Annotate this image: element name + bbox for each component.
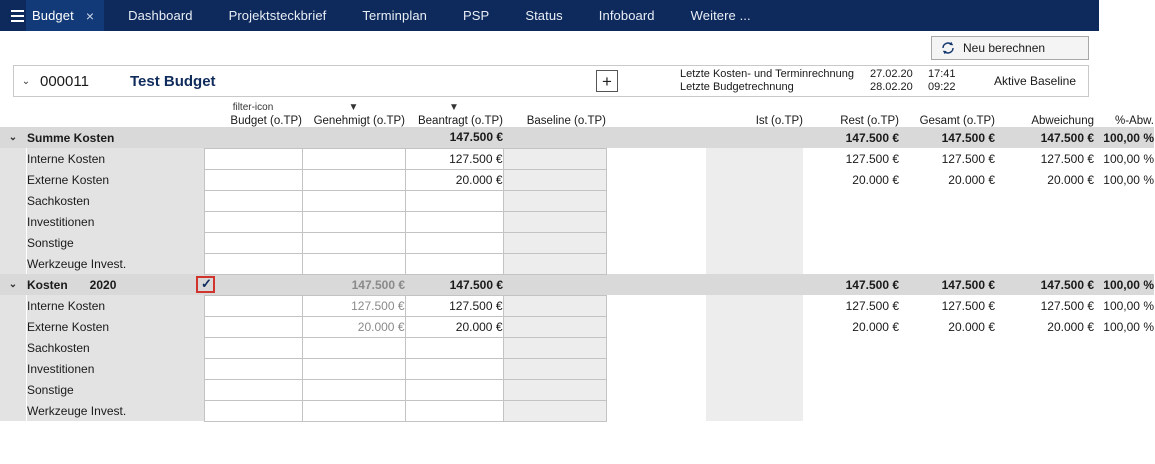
row-expand-caret[interactable]: ⌄ xyxy=(0,127,26,148)
cell-beantragt xyxy=(405,400,503,421)
cell-baseline xyxy=(503,379,606,400)
calculation-dates xyxy=(680,66,994,96)
cell-budget xyxy=(204,253,302,274)
cell-abweichung: 20.000 € xyxy=(995,316,1094,337)
col-baseline-label: Baseline (o.TP) xyxy=(526,115,606,127)
cell-ist xyxy=(706,232,803,253)
row-label xyxy=(27,127,204,148)
row-expand-caret xyxy=(0,295,26,316)
cell-abweichung xyxy=(995,337,1094,358)
tab-psp-label: PSP xyxy=(462,8,490,23)
cell-rest: 127.500 € xyxy=(803,295,899,316)
row-expand-caret xyxy=(0,358,26,379)
cell-rest xyxy=(803,253,899,274)
last-cost-schedule-calc-label: Letzte Kosten- und Terminrechnung xyxy=(679,68,855,80)
cell-gesamt xyxy=(899,253,995,274)
cell-baseline xyxy=(503,148,606,169)
cell-baseline xyxy=(503,169,606,190)
col-abw-pct-label: %-Abw. xyxy=(1115,115,1154,127)
cell-baseline xyxy=(503,190,606,211)
row-label-text: Externe Kosten xyxy=(27,172,110,187)
cell-ist xyxy=(706,211,803,232)
col-abweichung-label: Abweichung xyxy=(1031,115,1094,127)
cell-ist xyxy=(706,127,803,148)
cell-ist xyxy=(706,169,803,190)
cell-budget xyxy=(204,211,302,232)
tab-psp[interactable] xyxy=(445,0,507,31)
cell-rest xyxy=(803,358,899,379)
budget-title: Test Budget xyxy=(130,72,216,90)
row-label-text: Externe Kosten xyxy=(27,319,110,334)
col-rest[interactable] xyxy=(803,103,899,127)
spacer-icon xyxy=(503,103,606,115)
cell-gesamt: 127.500 € xyxy=(899,295,995,316)
tab-status[interactable] xyxy=(507,0,580,31)
col-budget-label: Budget (o.TP) xyxy=(230,115,302,127)
row-expand-caret xyxy=(0,316,26,337)
cell-genehmigt xyxy=(302,337,405,358)
tab-budget-label: Budget xyxy=(32,8,74,23)
col-beantragt[interactable] xyxy=(405,103,503,127)
col-gap xyxy=(606,103,706,127)
col-name xyxy=(27,103,204,127)
col-abw-pct[interactable] xyxy=(1094,103,1154,127)
cell-gap xyxy=(606,253,706,274)
cell-genehmigt xyxy=(302,253,405,274)
table-row[interactable] xyxy=(0,253,1154,274)
cell-abweichung xyxy=(995,253,1094,274)
cell-budget xyxy=(204,169,302,190)
table-row[interactable] xyxy=(0,169,1154,190)
cell-gap xyxy=(606,169,706,190)
cell-baseline xyxy=(503,253,606,274)
budget-table xyxy=(0,102,1154,422)
col-ist-label: Ist (o.TP) xyxy=(755,115,803,127)
cell-baseline xyxy=(503,211,606,232)
row-year: 2020 xyxy=(89,277,117,292)
row-expand-caret xyxy=(0,169,26,190)
cell-abw-pct xyxy=(1094,400,1154,421)
recalculate-label: Neu berechnen xyxy=(963,41,1046,55)
cell-ist xyxy=(706,316,803,337)
table-group-row[interactable] xyxy=(0,127,1154,148)
last-budget-calc-date: 28.02.20 xyxy=(869,81,913,93)
tab-projektsteckbrief-label: Projektsteckbrief xyxy=(228,8,327,23)
cell-ist xyxy=(706,295,803,316)
cell-ist xyxy=(706,148,803,169)
cell-abw-pct: 100,00 % xyxy=(1094,169,1154,190)
cell-abweichung xyxy=(995,211,1094,232)
row-label-text: Sachkosten xyxy=(27,340,90,355)
last-cost-schedule-calc-date: 27.02.20 xyxy=(869,68,913,80)
filter-icon[interactable]: filter-icon xyxy=(232,102,274,113)
cell-rest xyxy=(803,400,899,421)
row-label-text: Werkzeuge Invest. xyxy=(27,256,127,271)
cell-beantragt xyxy=(405,211,503,232)
cell-gap xyxy=(606,148,706,169)
recalculate-button[interactable] xyxy=(931,36,1089,60)
row-expand-caret xyxy=(0,211,26,232)
cell-abweichung xyxy=(995,358,1094,379)
tab-infoboard-label: Infoboard xyxy=(598,8,655,23)
row-checkbox[interactable] xyxy=(196,276,215,293)
cell-budget xyxy=(204,337,302,358)
cell-baseline xyxy=(503,337,606,358)
table-group-row[interactable] xyxy=(0,274,1154,295)
cell-ist xyxy=(706,337,803,358)
cell-rest: 20.000 € xyxy=(803,169,899,190)
refresh-icon xyxy=(940,41,956,55)
col-rest-label: Rest (o.TP) xyxy=(840,115,899,127)
cell-gesamt xyxy=(899,379,995,400)
row-label-text: Sachkosten xyxy=(27,193,90,208)
cell-rest: 147.500 € xyxy=(803,127,899,148)
filter-icon[interactable]: ▼ xyxy=(348,102,359,113)
row-expand-caret xyxy=(0,400,26,421)
table-row[interactable] xyxy=(0,400,1154,421)
cell-genehmigt xyxy=(302,358,405,379)
cell-ist xyxy=(706,358,803,379)
col-gesamt-label: Gesamt (o.TP) xyxy=(919,115,995,127)
cell-beantragt: 127.500 € xyxy=(405,295,503,316)
cell-abweichung: 147.500 € xyxy=(995,127,1094,148)
hamburger-icon[interactable] xyxy=(0,0,26,31)
cell-abweichung xyxy=(995,232,1094,253)
cell-genehmigt: 20.000 € xyxy=(302,316,405,337)
cell-beantragt: 20.000 € xyxy=(405,316,503,337)
cell-beantragt: 147.500 € xyxy=(405,127,503,148)
col-ist[interactable] xyxy=(706,103,803,127)
tab-infoboard[interactable] xyxy=(581,0,673,31)
cell-genehmigt xyxy=(302,169,405,190)
row-expand-caret xyxy=(0,253,26,274)
table-row[interactable] xyxy=(0,295,1154,316)
tab-weitere-label: Weitere ... xyxy=(690,8,751,23)
cell-abw-pct xyxy=(1094,190,1154,211)
cell-gap xyxy=(606,127,706,148)
row-label xyxy=(27,400,204,421)
cell-abweichung: 127.500 € xyxy=(995,148,1094,169)
row-expand-caret[interactable]: ⌄ xyxy=(0,274,26,295)
last-cost-schedule-calc-time: 17:41 xyxy=(927,68,956,80)
cell-gap xyxy=(606,400,706,421)
cell-beantragt xyxy=(405,358,503,379)
cell-gesamt xyxy=(899,232,995,253)
cell-abw-pct xyxy=(1094,337,1154,358)
row-label-text: Interne Kosten xyxy=(27,151,106,166)
col-abweichung[interactable] xyxy=(995,103,1094,127)
cell-ist xyxy=(706,274,803,295)
row-label xyxy=(27,337,204,358)
cell-beantragt: 20.000 € xyxy=(405,169,503,190)
cell-abw-pct: 100,00 % xyxy=(1094,274,1154,295)
cell-gap xyxy=(606,316,706,337)
cell-abw-pct xyxy=(1094,211,1154,232)
col-caret xyxy=(0,103,26,127)
cell-budget xyxy=(204,274,302,295)
row-label xyxy=(27,169,204,190)
tab-terminplan[interactable] xyxy=(344,0,445,31)
row-label-text: Summe Kosten xyxy=(27,130,115,145)
row-expand-caret xyxy=(0,337,26,358)
budget-id: 000011 xyxy=(40,72,89,90)
table-row[interactable] xyxy=(0,211,1154,232)
row-label-text: Sonstige xyxy=(27,235,74,250)
cell-baseline xyxy=(503,232,606,253)
cell-abw-pct: 100,00 % xyxy=(1094,148,1154,169)
cell-rest xyxy=(803,337,899,358)
row-expand-caret xyxy=(0,190,26,211)
cell-baseline xyxy=(503,295,606,316)
cell-budget xyxy=(204,295,302,316)
col-gesamt[interactable] xyxy=(899,103,995,127)
row-label xyxy=(27,295,204,316)
cell-genehmigt xyxy=(302,211,405,232)
cell-budget xyxy=(204,379,302,400)
cell-gap xyxy=(606,232,706,253)
cell-abweichung xyxy=(995,400,1094,421)
cell-abw-pct: 100,00 % xyxy=(1094,127,1154,148)
cell-genehmigt xyxy=(302,400,405,421)
collapse-caret-icon[interactable]: ⌄ xyxy=(21,75,31,87)
cell-ist xyxy=(706,400,803,421)
active-baseline-label: Aktive Baseline xyxy=(993,74,1076,88)
filter-icon[interactable]: ▼ xyxy=(449,102,459,113)
row-expand-caret xyxy=(0,379,26,400)
budget-header-card xyxy=(13,65,1089,97)
last-budget-calc-label: Letzte Budgetrechnung xyxy=(679,81,794,93)
tab-budget[interactable] xyxy=(26,0,104,31)
cell-gap xyxy=(606,211,706,232)
row-expand-caret xyxy=(0,232,26,253)
cell-gap xyxy=(606,295,706,316)
row-label xyxy=(27,274,204,295)
table-row[interactable] xyxy=(0,358,1154,379)
row-label xyxy=(27,148,204,169)
row-label-text: Investitionen xyxy=(27,361,95,376)
cell-genehmigt xyxy=(302,379,405,400)
main-navbar xyxy=(0,0,1099,31)
cell-gesamt xyxy=(899,358,995,379)
cell-baseline xyxy=(503,400,606,421)
last-budget-calc-time: 09:22 xyxy=(927,81,956,93)
cell-gesamt xyxy=(899,400,995,421)
row-label-text: Investitionen xyxy=(27,214,95,229)
cell-baseline xyxy=(503,127,606,148)
cell-beantragt xyxy=(405,232,503,253)
row-expand-caret xyxy=(0,148,26,169)
cell-rest: 147.500 € xyxy=(803,274,899,295)
row-label xyxy=(27,190,204,211)
cell-gesamt xyxy=(899,190,995,211)
toolbar xyxy=(0,31,1099,65)
cell-abw-pct xyxy=(1094,253,1154,274)
cell-gesamt: 127.500 € xyxy=(899,148,995,169)
cell-gesamt xyxy=(899,211,995,232)
table-row[interactable] xyxy=(0,190,1154,211)
cell-genehmigt xyxy=(302,148,405,169)
table-row[interactable] xyxy=(0,148,1154,169)
tab-weitere[interactable] xyxy=(673,0,769,31)
tab-status-label: Status xyxy=(525,8,563,23)
cell-baseline xyxy=(503,316,606,337)
cell-rest xyxy=(803,211,899,232)
cell-abweichung xyxy=(995,190,1094,211)
table-header-row xyxy=(0,103,1154,127)
cell-ist xyxy=(706,253,803,274)
row-label xyxy=(27,379,204,400)
cell-beantragt xyxy=(405,253,503,274)
cell-budget xyxy=(204,358,302,379)
table-row[interactable] xyxy=(0,232,1154,253)
cell-gap xyxy=(606,337,706,358)
col-genehmigt-label: Genehmigt (o.TP) xyxy=(313,115,405,127)
cell-budget xyxy=(204,127,302,148)
col-beantragt-label: Beantragt (o.TP) xyxy=(417,115,503,127)
cell-abw-pct xyxy=(1094,232,1154,253)
row-label xyxy=(27,253,204,274)
cell-genehmigt xyxy=(302,232,405,253)
cell-rest xyxy=(803,232,899,253)
cell-budget xyxy=(204,148,302,169)
row-label-text: Sonstige xyxy=(27,382,74,397)
cell-genehmigt xyxy=(302,127,405,148)
cell-budget xyxy=(204,400,302,421)
cell-beantragt xyxy=(405,190,503,211)
cell-gesamt: 147.500 € xyxy=(899,274,995,295)
close-icon[interactable]: × xyxy=(85,7,95,24)
cell-genehmigt: 127.500 € xyxy=(302,295,405,316)
cell-gap xyxy=(606,358,706,379)
cell-budget xyxy=(204,190,302,211)
cell-budget xyxy=(204,232,302,253)
add-button[interactable]: + xyxy=(596,70,618,92)
cell-abweichung: 127.500 € xyxy=(995,295,1094,316)
cell-rest: 127.500 € xyxy=(803,148,899,169)
tab-dashboard-label: Dashboard xyxy=(128,8,193,23)
cell-budget xyxy=(204,316,302,337)
cell-gap xyxy=(606,190,706,211)
cell-ist xyxy=(706,190,803,211)
cell-gesamt: 20.000 € xyxy=(899,316,995,337)
cell-abweichung xyxy=(995,379,1094,400)
cell-beantragt xyxy=(405,379,503,400)
cell-gesamt: 147.500 € xyxy=(899,127,995,148)
cell-baseline xyxy=(503,358,606,379)
row-label xyxy=(27,232,204,253)
cell-abw-pct: 100,00 % xyxy=(1094,316,1154,337)
cell-beantragt xyxy=(405,337,503,358)
table-row[interactable] xyxy=(0,379,1154,400)
col-genehmigt[interactable] xyxy=(302,103,405,127)
row-label xyxy=(27,358,204,379)
cell-rest: 20.000 € xyxy=(803,316,899,337)
cell-gap xyxy=(606,274,706,295)
cell-gap xyxy=(606,379,706,400)
cell-abweichung: 20.000 € xyxy=(995,169,1094,190)
cell-genehmigt: 147.500 € xyxy=(302,274,405,295)
row-label-text: Interne Kosten xyxy=(27,298,106,313)
col-budget[interactable] xyxy=(204,103,302,127)
cell-ist xyxy=(706,379,803,400)
cell-beantragt: 127.500 € xyxy=(405,148,503,169)
row-label-text: Werkzeuge Invest. xyxy=(27,403,127,418)
col-baseline[interactable] xyxy=(503,103,606,127)
cell-rest xyxy=(803,379,899,400)
cell-gesamt xyxy=(899,337,995,358)
cell-abw-pct xyxy=(1094,358,1154,379)
row-label-text: Kosten xyxy=(27,277,68,292)
cell-baseline xyxy=(503,274,606,295)
cell-abweichung: 147.500 € xyxy=(995,274,1094,295)
tab-dashboard[interactable] xyxy=(104,0,211,31)
cell-genehmigt xyxy=(302,190,405,211)
row-label xyxy=(27,316,204,337)
cell-abw-pct xyxy=(1094,379,1154,400)
row-label xyxy=(27,211,204,232)
cell-abw-pct: 100,00 % xyxy=(1094,295,1154,316)
table-row[interactable] xyxy=(0,316,1154,337)
tab-projektsteckbrief[interactable] xyxy=(211,0,345,31)
cell-gesamt: 20.000 € xyxy=(899,169,995,190)
cell-rest xyxy=(803,190,899,211)
cell-beantragt: 147.500 € xyxy=(405,274,503,295)
tab-terminplan-label: Terminplan xyxy=(362,8,427,23)
table-row[interactable] xyxy=(0,337,1154,358)
